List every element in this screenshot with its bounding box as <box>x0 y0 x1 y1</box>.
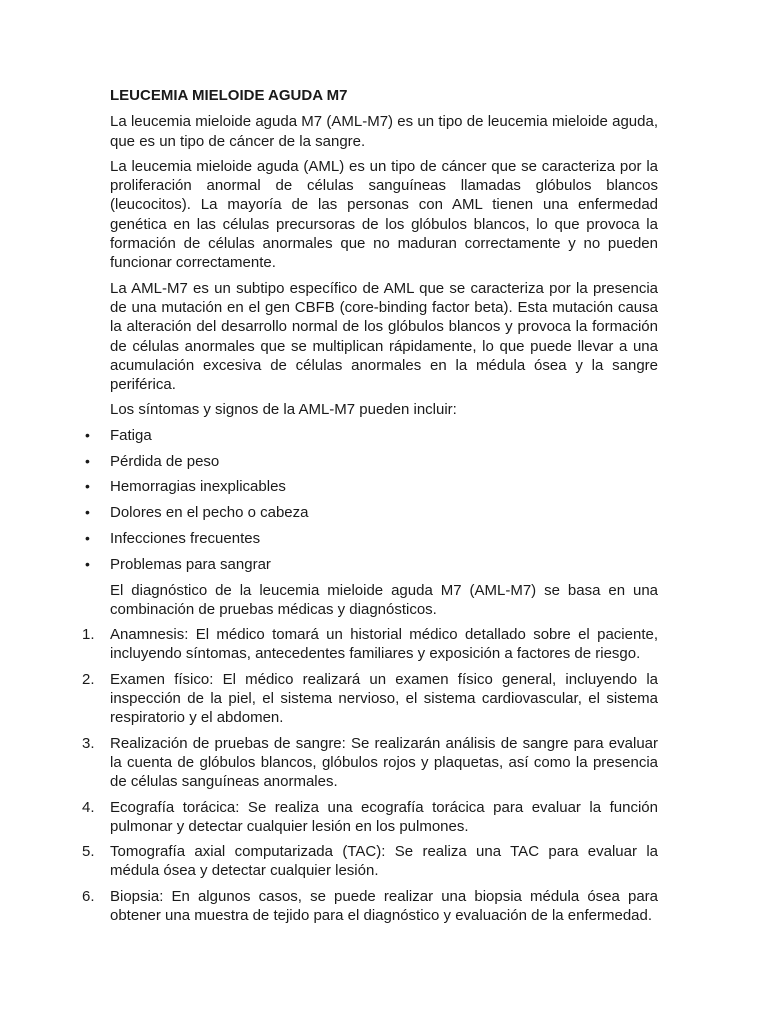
list-item <box>85 555 658 574</box>
list-item-text: Dolores en el pecho o cabeza <box>110 504 309 522</box>
list-item-text: Pérdida de peso <box>110 452 220 470</box>
list-item <box>82 734 658 792</box>
list-item <box>82 625 658 664</box>
list-item <box>85 503 658 522</box>
diagnosis-intro-paragraph: El diagnóstico de la leucemia mieloide aguda M7 (AML-M7) se basa en una combinación de pruebas médicas y diagnósticos. <box>110 581 658 618</box>
step-number: 2. <box>82 670 95 688</box>
list-item-text: Infecciones frecuentes <box>110 529 261 547</box>
bullet-icon: • <box>85 504 90 521</box>
step-text: Examen físico: El médico realizará un examen físico general, incluyendo la inspección de la piel, el sistema nervioso, el sistema cardiovascular, el sistema respiratorio y el abdomen. <box>110 670 658 727</box>
document-body <box>82 86 658 931</box>
bullet-icon: • <box>85 426 90 443</box>
step-number: 1. <box>82 626 95 644</box>
list-item-text: Fatiga <box>110 426 152 444</box>
list-item <box>82 887 658 926</box>
step-text: Tomografía axial computarizada (TAC): Se realiza una TAC para evaluar la médula ósea y detectar cualquier lesión. <box>110 843 658 880</box>
step-text: Anamnesis: El médico tomará un historial médico detallado sobre el paciente, incluyendo síntomas, antecedentes familiares y exposición a factores de riesgo. <box>110 626 658 663</box>
document-title: LEUCEMIA MIELOIDE AGUDA M7 <box>110 87 348 104</box>
intro-paragraph: La leucemia mieloide aguda M7 (AML-M7) es un tipo de leucemia mieloide aguda, que es un tipo de cáncer de la sangre. <box>110 113 658 150</box>
list-item <box>82 670 658 728</box>
bullet-icon: • <box>85 452 90 469</box>
list-item <box>85 529 658 548</box>
list-item <box>82 842 658 881</box>
symptoms-list <box>85 426 658 574</box>
aml-definition-paragraph: La leucemia mieloide aguda (AML) es un tipo de cáncer que se caracteriza por la proliferación anormal de células sanguíneas llamadas glóbulos blancos (leucocitos). La mayoría de las personas con AML tienen una enfermedad genética en las células precursoras de los glóbulos blancos, lo que provoca la formación de células anormales que no maduran correctamente y no pueden funcionar correctamente. <box>110 157 658 272</box>
list-item <box>85 426 658 445</box>
diagnosis-steps-list <box>82 625 658 925</box>
bullet-icon: • <box>85 529 90 546</box>
symptoms-intro-paragraph: Los síntomas y signos de la AML-M7 pueden incluir: <box>110 401 457 419</box>
step-number: 3. <box>82 734 95 752</box>
step-text: Realización de pruebas de sangre: Se realizarán análisis de sangre para evaluar la cuenta de glóbulos blancos, glóbulos rojos y plaquetas, así como la presencia de células sanguíneas anormales. <box>110 734 658 791</box>
step-text: Ecografía torácica: Se realiza una ecografía torácica para evaluar la función pulmonar y detectar cualquier lesión en los pulmones. <box>110 798 658 835</box>
bullet-icon: • <box>85 555 90 572</box>
step-text: Biopsia: En algunos casos, se puede realizar una biopsia médula ósea para obtener una muestra de tejido para el diagnóstico y evaluación de la enfermedad. <box>110 887 658 924</box>
step-number: 4. <box>82 798 95 816</box>
list-item <box>85 477 658 496</box>
step-number: 6. <box>82 887 95 905</box>
aml-m7-subtype-paragraph: La AML-M7 es un subtipo específico de AML que se caracteriza por la presencia de una mutación en el gen CBFB (core-binding factor beta). Esta mutación causa la alteración del desarrollo normal de los glóbulos blancos y provoca la formación de células anormales que se multiplican rápidamente, lo que puede llevar a una acumulación excesiva de células anormales en la médula ósea y la sangre periférica. <box>110 279 658 394</box>
step-number: 5. <box>82 843 95 861</box>
list-item-text: Problemas para sangrar <box>110 555 271 573</box>
bullet-icon: • <box>85 478 90 495</box>
list-item-text: Hemorragias inexplicables <box>110 478 286 496</box>
list-item <box>82 798 658 837</box>
list-item <box>85 452 658 471</box>
